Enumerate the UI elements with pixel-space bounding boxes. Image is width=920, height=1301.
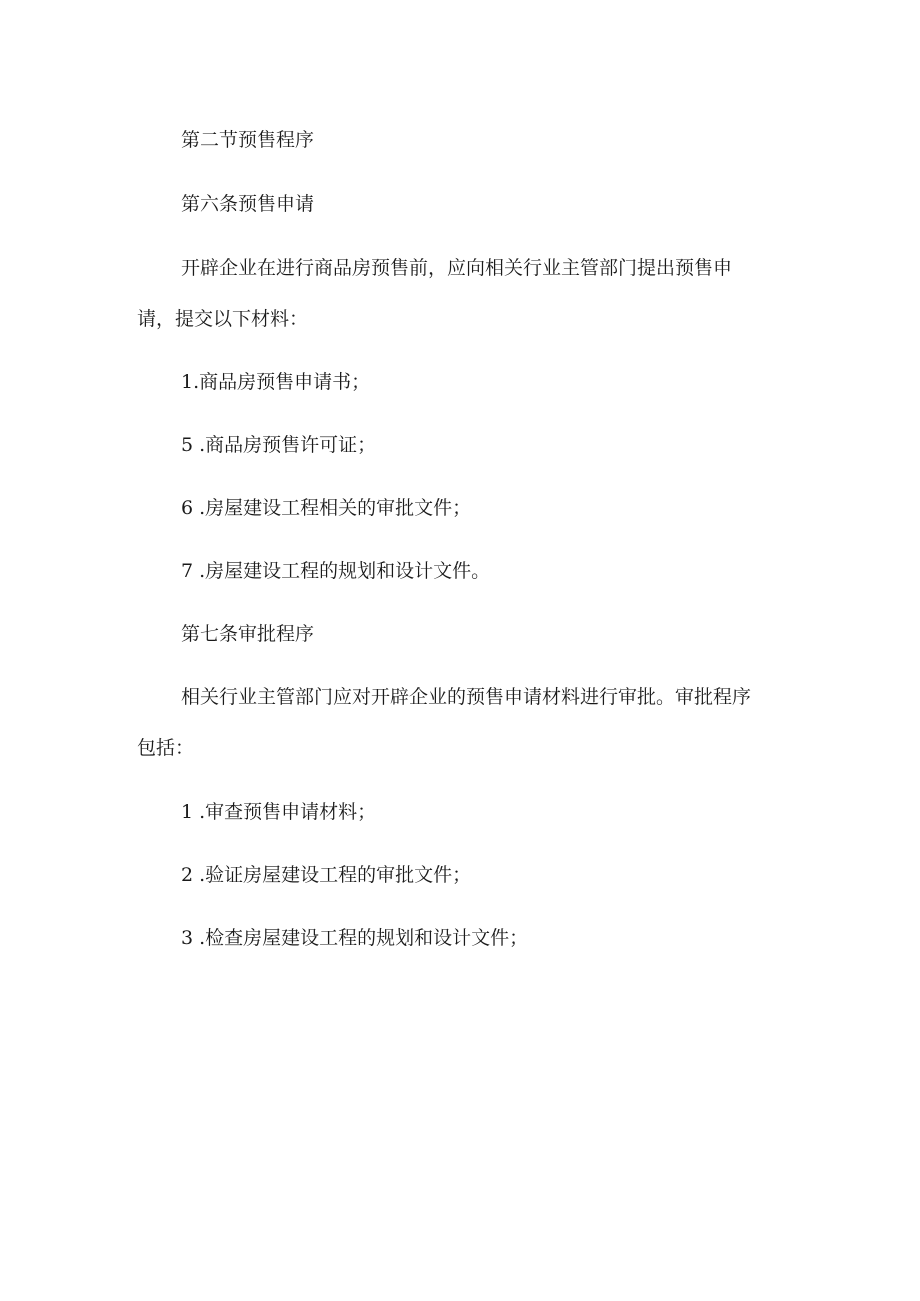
article-6-title: 第六条预售申请 [181, 193, 315, 215]
article-6-item-3: 6 .房屋建设工程相关的审批文件； [181, 497, 472, 519]
section-title: 第二节预售程序 [181, 129, 315, 151]
article-6-item-4: 7 .房屋建设工程的规划和设计文件。 [181, 560, 491, 582]
article-7-title: 第七条审批程序 [181, 623, 315, 645]
article-7-item-2: 2 .验证房屋建设工程的审批文件； [181, 864, 472, 886]
article-7-item-3: 3 .检查房屋建设工程的规划和设计文件； [181, 927, 529, 949]
article-6-item-1: 1.商品房预售申请书； [181, 371, 371, 393]
article-6-paragraph-line-2: 请，提交以下材料： [137, 308, 309, 330]
article-7-paragraph-line-1: 相关行业主管部门应对开辟企业的预售申请材料进行审批。审批程序 [181, 686, 752, 708]
article-6-item-2: 5 .商品房预售许可证； [181, 434, 377, 456]
article-7-item-1: 1 .审查预售申请材料； [181, 801, 377, 823]
article-7-paragraph-line-2: 包括： [137, 737, 195, 759]
article-6-paragraph-line-1: 开辟企业在进行商品房预售前，应向相关行业主管部门提出预售申 [181, 257, 733, 279]
